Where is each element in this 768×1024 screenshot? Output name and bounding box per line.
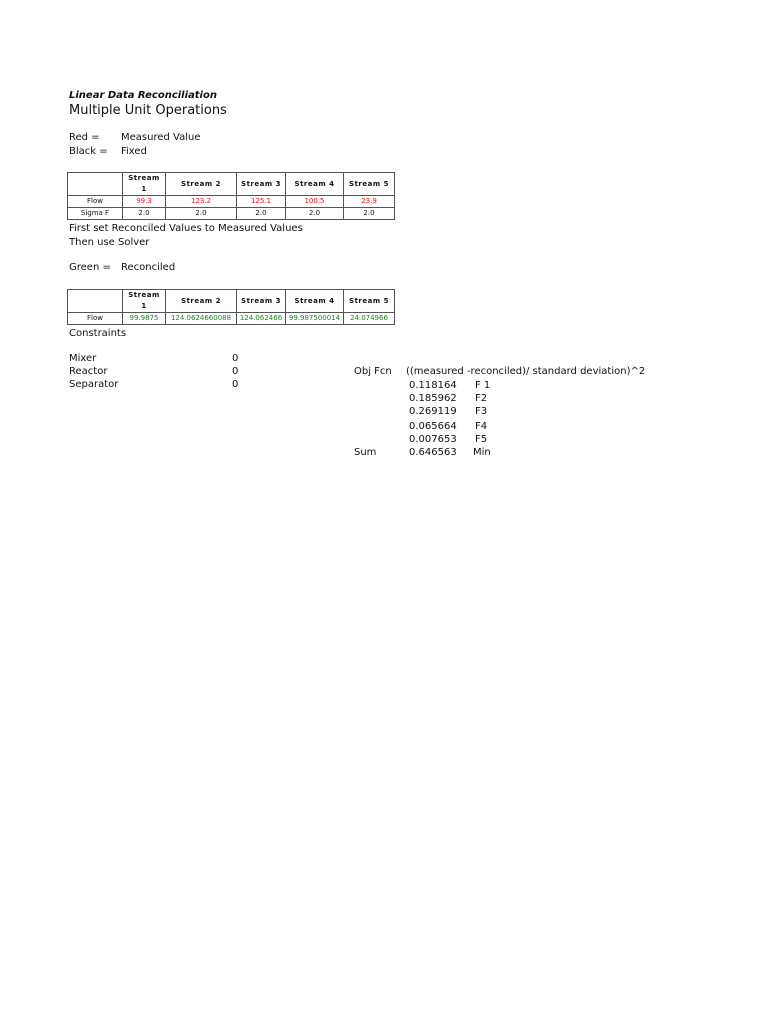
objective-term-name: F4: [475, 421, 488, 432]
column-header: Stream 3: [237, 290, 286, 313]
sigma-cell[interactable]: 2.0: [123, 208, 166, 220]
reconciled-flow-cell[interactable]: 99.987500014: [286, 313, 344, 325]
measured-flow-cell[interactable]: 125.1: [237, 196, 286, 208]
sigma-cell[interactable]: 2.0: [344, 208, 395, 220]
column-header: Stream 4: [286, 173, 344, 196]
constraint-value: 0: [232, 379, 239, 390]
table-header-row: [68, 290, 395, 313]
measured-flow-cell[interactable]: 123.2: [166, 196, 237, 208]
objective-term-value: 0.065664: [409, 421, 457, 432]
legend-green-key: Green =: [69, 262, 111, 273]
reconciled-flow-cell[interactable]: 99.9875: [123, 313, 166, 325]
objective-term-value: 0.007653: [409, 434, 457, 445]
row-label: Flow: [68, 313, 123, 325]
constraint-label: Mixer: [69, 353, 97, 364]
row-label: Sigma F: [68, 208, 123, 220]
column-header: Stream 4: [286, 290, 344, 313]
instruction-line-1: First set Reconciled Values to Measured Values: [69, 223, 303, 234]
legend-green-value: Reconciled: [121, 262, 176, 273]
objective-term-name: F 1: [475, 380, 491, 391]
legend-red-value: Measured Value: [121, 132, 201, 143]
constraint-value: 0: [232, 353, 239, 364]
constraints-heading: Constraints: [69, 328, 127, 339]
document-title: Multiple Unit Operations: [69, 103, 227, 118]
column-header: Stream 2: [166, 173, 237, 196]
sigma-cell[interactable]: 2.0: [286, 208, 344, 220]
table-corner-cell: [68, 173, 123, 196]
reconciled-flow-cell[interactable]: 124.062466: [237, 313, 286, 325]
legend-black-value: Fixed: [121, 146, 147, 157]
objective-term-value: 0.185962: [409, 393, 457, 404]
table-header-row: [68, 173, 395, 196]
objective-term-name: F3: [475, 406, 488, 417]
objective-term-name: F2: [475, 393, 488, 404]
constraint-value: 0: [232, 366, 239, 377]
legend-red-key: Red =: [69, 132, 100, 143]
column-header: Stream 5: [344, 173, 395, 196]
constraint-label: Reactor: [69, 366, 108, 377]
table-corner-cell: [68, 290, 123, 313]
sum-value: 0.646563: [409, 447, 457, 458]
sum-note: Min: [473, 447, 491, 458]
constraint-label: Separator: [69, 379, 119, 390]
objective-term-name: F5: [475, 434, 488, 445]
row-label: Flow: [68, 196, 123, 208]
document-subtitle: Linear Data Reconciliation: [69, 90, 217, 101]
reconciled-flow-cell[interactable]: 124.0624660088: [166, 313, 237, 325]
objective-label: Obj Fcn: [354, 366, 392, 377]
table-row: [68, 208, 395, 220]
sigma-cell[interactable]: 2.0: [166, 208, 237, 220]
column-header: Stream 1: [123, 173, 166, 196]
column-header: Stream 1: [123, 290, 166, 313]
table-row: [68, 196, 395, 208]
sigma-cell[interactable]: 2.0: [237, 208, 286, 220]
column-header: Stream 3: [237, 173, 286, 196]
column-header: Stream 5: [344, 290, 395, 313]
column-header: Stream 2: [166, 290, 237, 313]
measured-flow-cell[interactable]: 100.5: [286, 196, 344, 208]
sum-label: Sum: [354, 447, 377, 458]
instruction-line-2: Then use Solver: [69, 237, 150, 248]
objective-term-value: 0.269119: [409, 406, 457, 417]
objective-term-value: 0.118164: [409, 380, 457, 391]
objective-formula: ((measured -reconciled)/ standard deviation)^2: [406, 366, 646, 377]
table-row: [68, 313, 395, 325]
reconciled-values-table: [67, 289, 395, 325]
measured-flow-cell[interactable]: 23.9: [344, 196, 395, 208]
measured-flow-cell[interactable]: 99.3: [123, 196, 166, 208]
reconciled-flow-cell[interactable]: 24.074966: [344, 313, 395, 325]
measured-values-table: [67, 172, 395, 220]
legend-black-key: Black =: [69, 146, 108, 157]
